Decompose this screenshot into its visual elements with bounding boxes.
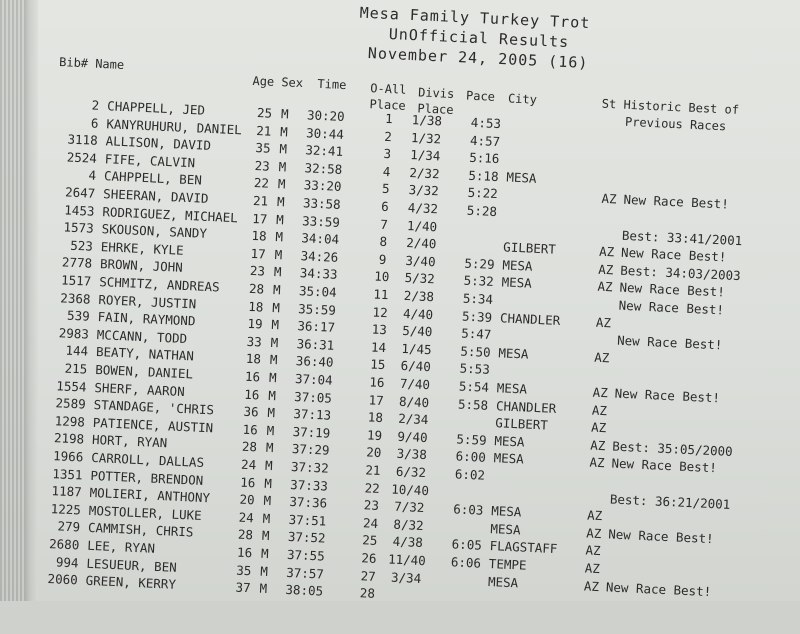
cell-sex: M [259,580,268,597]
cell-city: GILBERT [502,239,557,257]
cell-st: AZ [583,577,600,594]
cell-divis: 4/38 [392,534,424,551]
cell-time: 36:17 [297,318,336,335]
cell-bib: 1517 [60,272,92,289]
cell-bib: 279 [57,518,81,535]
cell-bib: 2983 [58,325,90,342]
cell-overall: 28 [359,585,376,602]
cell-st: AZ [589,454,605,471]
cell-st: AZ [601,191,617,207]
cell-time: 38:05 [285,582,324,599]
cell-note: Best: 34:03/2003 [619,262,741,283]
cell-city: MESA [496,380,528,397]
cell-st: AZ [584,560,601,577]
cell-overall: 22 [364,479,381,496]
cell-bib: 2368 [60,289,91,307]
cell-time: 37:33 [289,476,329,494]
cell-note: New Race Best! [614,385,721,406]
cell-name: FAIN, RAYMOND [97,309,196,329]
cell-age: 16 [239,474,256,490]
cell-overall: 6 [380,198,390,215]
cell-bib: 1966 [52,448,84,465]
cell-name: LEE, RYAN [86,537,156,556]
cell-st: AZ [586,525,602,541]
cell-divis: 8/40 [398,393,430,410]
cell-overall: 4 [382,163,391,179]
cell-overall: 27 [360,567,377,584]
cell-sex: M [278,158,287,175]
cell-age: 16 [244,368,261,385]
cell-note: Best: 35:05/2000 [612,438,733,459]
cell-pace: 5:28 [466,202,498,220]
cell-sex: M [267,387,277,403]
cell-pace: 6:05 [451,536,483,554]
cell-city: MESA [506,169,537,186]
cell-divis: 5/32 [404,270,436,287]
cell-name: HORT, RYAN [91,432,168,451]
cell-bib: 4 [88,167,97,184]
cell-city: MESA [494,432,525,450]
header-division: Divis [417,85,455,101]
cell-st: AZ [592,384,609,401]
cell-time: 34:26 [300,247,339,265]
cell-st: AZ [595,314,612,330]
cell-sex: M [268,369,277,386]
cell-sex: M [259,563,269,579]
cell-divis: 2/34 [397,410,429,428]
cell-pace: 6:06 [450,554,482,571]
cell-name: SHERF, AARON [94,379,186,399]
cell-name: BEATY, NATHAN [95,344,195,364]
cell-pace: 5:32 [463,272,495,290]
cell-divis: 3/34 [390,569,422,586]
cell-divis: 3/32 [408,182,440,199]
cell-pace: 6:03 [452,501,484,518]
cell-name: SHEERAN, DAVID [102,186,209,206]
cell-overall: 2 [384,128,393,144]
cell-overall: 13 [371,321,388,338]
cell-overall: 14 [370,339,387,355]
cell-age: 18 [245,351,262,367]
cell-st: AZ [597,279,613,295]
cell-divis: 7/40 [399,375,431,393]
cell-age: 28 [237,527,254,543]
cell-sex: M [275,211,285,227]
header-pace: Pace [465,88,496,104]
cell-divis: 1/45 [401,340,432,358]
cell-time: 37:04 [294,371,334,388]
cell-pace: 6:02 [454,466,486,483]
cell-divis: 7/32 [393,498,425,516]
cell-sex: M [277,176,286,192]
cell-city: GILBERT [494,415,549,433]
cell-divis: 5/40 [401,323,433,340]
cell-age: 37 [235,579,251,596]
cell-sex: M [279,141,288,157]
cell-time: 35:59 [297,300,337,318]
header-age-sex-time: Age Sex Time [252,73,347,93]
cell-time: 36:40 [295,353,334,371]
cell-age: 24 [240,456,257,473]
cell-bib: 2680 [48,536,80,553]
cell-divis: 11/40 [387,551,427,569]
cell-divis: 1/38 [411,112,443,129]
cell-name: LESUEUR, BEN [86,555,178,575]
header-state-best: St Historic Best of [601,96,740,117]
cell-bib: 2524 [66,149,98,166]
cell-city: MESA [501,274,533,292]
cell-age: 17 [251,210,268,227]
cell-note: New Race Best! [623,192,730,212]
cell-overall: 11 [373,286,389,303]
cell-pace: 5:54 [458,378,490,395]
cell-age: 35 [255,140,271,156]
cell-st: AZ [594,349,610,366]
cell-st: AZ [598,243,615,260]
cell-name: MCCANN, TODD [96,326,188,346]
cell-overall: 26 [361,550,377,566]
cell-age: 36 [243,403,259,420]
cell-overall: 10 [373,268,390,285]
cell-city: MESA [490,520,521,538]
cell-time: 35:04 [298,283,338,300]
cell-divis: 8/32 [393,516,424,533]
cell-pace: 5:58 [457,396,489,413]
cell-name: CARROLL, DALLAS [90,449,205,471]
cell-age: 16 [242,421,259,438]
cell-time: 37:05 [293,388,333,406]
cell-city: MESA [490,503,522,520]
cell-city: CHANDLER [499,309,561,328]
cell-sex: M [274,246,283,263]
cell-bib: 1351 [52,465,83,483]
cell-time: 33:59 [301,212,341,230]
cell-time: 37:29 [291,441,330,459]
cell-name: GREEN, KERRY [85,572,177,593]
cell-time: 37:52 [287,529,326,546]
cell-name: ALLISON, DAVID [105,133,212,154]
cell-city: FLAGSTAFF [489,538,558,557]
header-division-place: Place [417,101,454,117]
cell-sex: M [265,440,274,456]
cell-divis: 6/40 [400,358,432,375]
cell-note: New Race Best! [616,332,723,353]
cell-time: 34:33 [299,265,338,283]
cell-divis: 1/34 [409,147,441,164]
cell-name: SCHMITZ, ANDREAS [98,274,220,295]
cell-age: 22 [253,175,270,192]
cell-bib: 2589 [55,395,87,412]
cell-divis: 6/32 [395,463,427,481]
cell-pace: 5:47 [460,325,492,343]
cell-sex: M [267,405,276,421]
cell-sex: M [275,229,284,245]
cell-divis: 4/32 [407,200,439,217]
cell-note: New Race Best! [605,578,712,599]
cell-age: 23 [249,263,266,279]
cell-age: 17 [250,245,267,262]
results-status: UnOfficial Results [388,24,570,52]
cell-divis: 3/38 [396,446,428,463]
cell-sex: M [263,475,273,491]
cell-note: New Race Best! [620,244,727,265]
cell-overall: 7 [380,216,389,232]
cell-sex: M [261,528,270,544]
cell-age: 33 [246,333,263,350]
cell-sex: M [264,457,273,474]
cell-overall: 25 [361,532,378,549]
cell-bib: 144 [65,343,89,360]
cell-divis: 10/40 [391,481,430,498]
cell-st: AZ [585,542,601,559]
header-bib-name: Bib# Name [58,55,125,72]
cell-name: CAMMISH, CHRIS [87,520,194,540]
cell-bib: 1573 [63,219,95,236]
cell-pace: 5:39 [461,308,493,325]
cell-bib: 3118 [67,131,99,149]
cell-time: 37:51 [288,511,327,529]
cell-note: New Race Best! [618,297,725,318]
cell-bib: 1453 [64,202,95,219]
cell-sex: M [260,545,269,562]
cell-sex: M [269,352,278,368]
cell-bib: 539 [66,307,91,324]
cell-sex: M [279,123,289,140]
cell-pace: 5:16 [468,149,500,167]
cell-time: 32:41 [305,142,344,160]
cell-bib: 1554 [56,377,87,395]
cell-pace: 5:53 [459,360,491,378]
cell-note: New Race Best! [619,280,726,300]
cell-overall: 9 [378,251,387,267]
cell-sex: M [273,264,282,280]
header-overall-place: Place [369,97,406,113]
cell-age: 23 [254,157,271,174]
cell-age: 21 [255,122,272,139]
cell-name: BROWN, JOHN [99,256,184,276]
cell-time: 33:58 [302,195,341,212]
cell-pace: 5:50 [460,343,491,360]
cell-bib: 2647 [64,184,96,201]
cell-city: MESA [493,450,525,467]
cell-overall: 16 [369,374,385,391]
cell-sex: M [272,281,281,298]
cell-bib: 2 [91,97,100,113]
cell-name: STANDAGE, 'CHRIS [93,397,215,418]
cell-bib: 523 [69,237,94,254]
cell-city: TEMPE [488,556,527,573]
cell-divis: 1/32 [410,129,442,147]
cell-age: 16 [236,544,253,561]
cell-sex: M [280,106,289,122]
cell-age: 28 [248,280,265,297]
cell-pace: 4:53 [470,114,502,132]
cell-overall: 20 [365,444,382,461]
cell-time: 37:13 [293,406,332,423]
cell-city: MESA [487,573,519,590]
cell-bib: 2060 [47,571,79,588]
cell-pace: 5:18 [468,167,499,184]
cell-name: MOLIERI, ANTHONY [89,485,211,506]
cell-bib: 6 [90,115,99,131]
cell-divis: 2/38 [403,287,435,305]
cell-divis: 2/40 [405,235,437,252]
cell-age: 21 [252,192,269,209]
cell-overall: 17 [368,392,385,408]
cell-time: 37:57 [285,564,325,582]
cell-pace: 5:59 [456,431,487,448]
cell-city: MESA [502,257,533,274]
cell-overall: 5 [381,181,390,197]
cell-note: New Race Best! [611,455,718,476]
cell-time: 34:04 [301,230,340,248]
cell-name: FIFE, CALVIN [104,151,196,171]
cell-age: 25 [256,105,273,121]
cell-name: PATIENCE, AUSTIN [92,414,214,436]
cell-bib: 1298 [54,413,86,430]
race-date: November 24, 2005 (16) [367,44,589,73]
cell-time: 37:19 [292,423,331,441]
cell-pace: 5:29 [464,255,495,272]
cell-sex: M [276,194,285,210]
cell-overall: 3 [383,146,392,162]
cell-divis: 9/40 [397,428,428,445]
cell-divis: 3/40 [405,252,436,270]
cell-city: CHANDLER [495,397,557,416]
cell-divis: 1/40 [406,217,438,234]
cell-bib: 2778 [61,254,93,272]
cell-time: 37:36 [289,494,328,511]
cell-overall: 19 [366,427,383,443]
cell-overall: 8 [379,233,388,250]
header-previous-races: Previous Races [624,114,727,134]
cell-bib: 215 [64,360,88,377]
cell-sex: M [262,510,271,526]
cell-sex: M [266,422,275,438]
cell-age: 28 [241,439,258,455]
cell-age: 24 [238,509,255,526]
cell-age: 18 [247,298,264,315]
cell-city: MESA [498,345,529,362]
cell-age: 20 [239,491,255,508]
cell-time: 36:31 [296,335,335,353]
cell-bib: 994 [55,553,79,571]
cell-st: AZ [598,261,614,278]
cell-name: EHRKE, KYLE [100,238,184,258]
cell-age: 16 [243,386,260,403]
cell-overall: 1 [384,110,394,127]
cell-divis: 4/40 [402,305,434,322]
cell-overall: 24 [362,515,379,531]
cell-overall: 18 [367,409,384,426]
cell-st: AZ [590,419,607,436]
cell-sex: M [270,334,279,351]
cell-name: KANYRUHURU, DANIEL [106,115,243,137]
cell-st: AZ [591,402,608,418]
cell-bib: 2198 [53,430,85,447]
cell-time: 37:55 [286,546,326,564]
cell-pace: 4:57 [469,132,501,149]
cell-name: SKOUSON, SANDY [101,221,208,242]
cell-pace: 5:34 [462,290,494,307]
cell-time: 30:44 [305,124,345,142]
cell-age: 35 [235,562,252,578]
cell-overall: 23 [363,497,380,514]
cell-name: CHAPPELL, JED [106,98,206,118]
cell-st: AZ [590,437,606,453]
cell-overall: 12 [372,304,389,320]
cell-age: 18 [251,228,267,244]
header-city: City [507,91,538,107]
cell-name: CAHPPELL, BEN [103,168,203,189]
header-overall: O-All [370,81,407,97]
cell-name: BOWEN, DANIEL [94,361,194,382]
cell-bib: 1225 [50,500,82,518]
cell-divis: 2/32 [409,164,440,182]
cell-sex: M [271,317,280,333]
cell-note: New Race Best! [608,526,714,546]
cell-name: POTTER, BRENDON [90,467,204,488]
cell-note: Best: 36:21/2001 [609,491,731,512]
cell-pace: 5:22 [467,185,499,202]
cell-note: Best: 33:41/2001 [621,227,743,248]
cell-overall: 15 [369,356,386,373]
cell-st: AZ [586,507,603,524]
cell-sex: M [271,299,281,315]
cell-time: 37:32 [290,458,330,476]
cell-age: 19 [247,316,263,332]
cell-name: ROYER, JUSTIN [98,291,197,312]
cell-time: 30:20 [306,107,345,125]
cell-name: MOSTOLLER, LUKE [88,502,203,523]
cell-overall: 21 [365,462,381,479]
cell-bib: 1187 [51,483,83,500]
cell-sex: M [263,492,272,509]
cell-name: RODRIGUEZ, MICHAEL [102,203,239,225]
cell-pace: 6:00 [455,448,487,466]
cell-time: 33:20 [303,177,342,195]
cell-time: 32:58 [304,160,343,177]
race-title: Mesa Family Turkey Trot [359,3,591,33]
